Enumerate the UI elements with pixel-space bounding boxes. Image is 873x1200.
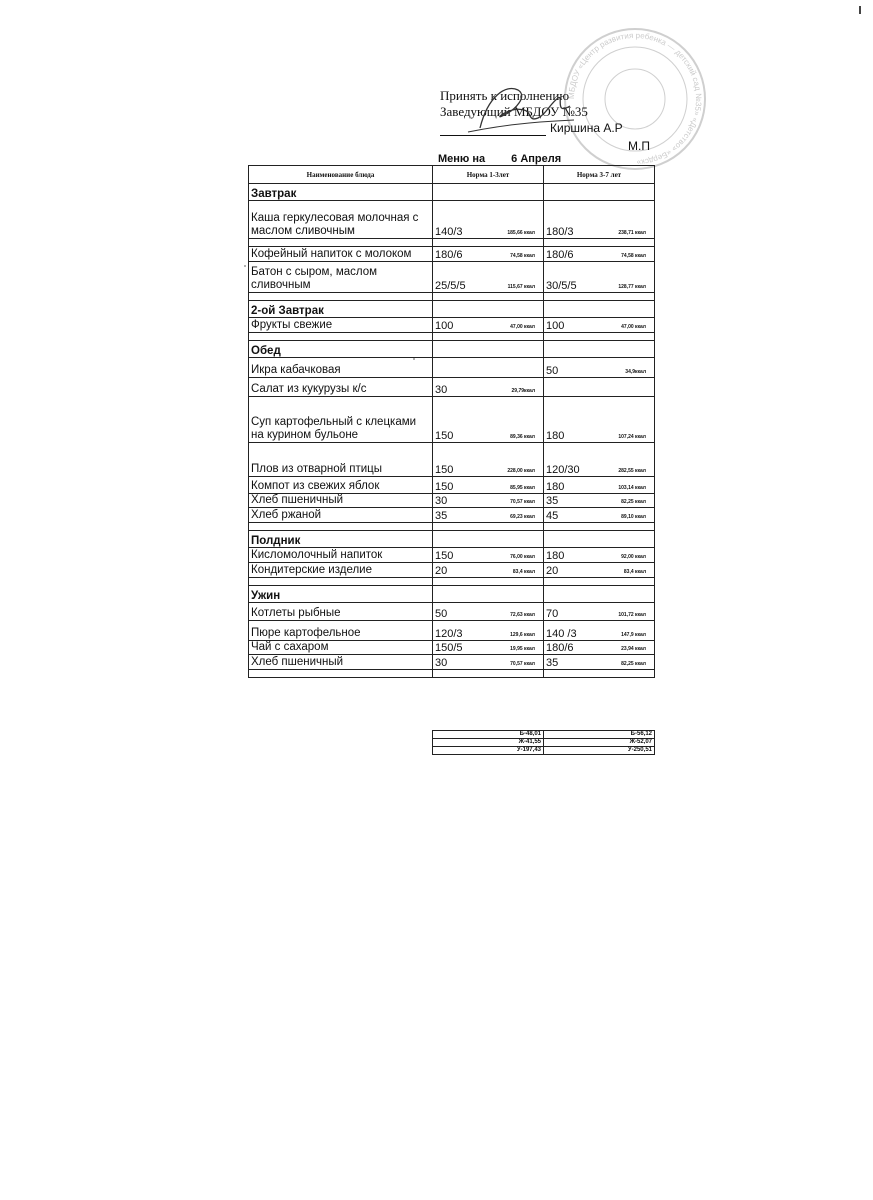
dish-name: Компот из свежих яблок [249,477,433,494]
portion-1-3: 35 [435,510,448,522]
section-title: Ужин [249,586,433,603]
dish-name: Хлеб ржаной [249,508,433,523]
norm-1-3-cell [433,262,544,293]
kcal-3-7: 128,77 ккал [618,284,646,290]
dish-name: Плов из отварной птицы [249,443,433,477]
empty-cell [544,333,655,341]
norm-1-3-cell [433,563,544,578]
norm-1-3-cell [433,494,544,508]
section-row [249,301,655,318]
kcal-3-7: 82,25 ккал [621,661,646,667]
dish-name: Кофейный напиток с молоком [249,247,433,262]
spacer-row [249,578,655,586]
total-1-3: Б-48,01 [433,731,544,739]
empty-cell [433,578,544,586]
dish-name: Салат из кукурузы к/с [249,378,433,397]
portion-1-3: 100 [435,320,454,332]
norm-3-7-cell [544,397,655,443]
scan-speck [413,358,415,360]
menu-item-row [249,262,655,293]
empty-cell [544,239,655,247]
menu-item-row [249,655,655,670]
portion-3-7: 50 [546,365,559,377]
portion-3-7: 180 [546,550,565,562]
portion-1-3: 20 [435,565,448,577]
kcal-1-3: 185,66 ккал [507,230,535,236]
empty-cell [433,293,544,301]
empty-cell [433,670,544,678]
norm-3-7-cell [544,358,655,378]
kcal-3-7 [646,394,652,396]
portion-3-7: 180/3 [546,226,574,238]
empty-cell [433,239,544,247]
portion-3-7: 100 [546,320,565,332]
norm-3-7-cell [544,655,655,670]
empty-cell [249,670,433,678]
portion-1-3: 150/5 [435,642,463,654]
portion-3-7: 20 [546,565,559,577]
kcal-1-3: 70,57 ккал [510,661,535,667]
kcal-1-3 [535,375,541,377]
menu-item-row [249,397,655,443]
menu-item-row [249,621,655,641]
kcal-3-7: 147,9 ккал [621,632,646,638]
empty-cell [544,293,655,301]
empty-cell [249,578,433,586]
dish-name: Фрукты свежие [249,318,433,333]
empty-cell [433,333,544,341]
dish-name: Хлеб пшеничный [249,494,433,508]
dish-name: Суп картофельный с клецками на курином бульоне [249,397,433,443]
empty-cell [433,586,544,603]
empty-cell [433,523,544,531]
dish-name: Котлеты рыбные [249,603,433,621]
menu-item-row [249,318,655,333]
portion-1-3: 30 [435,657,448,669]
dish-name: Батон с сыром, маслом сливочным [249,262,433,293]
dish-name: Чай с сахаром [249,641,433,655]
section-title: Полдник [249,531,433,548]
portion-1-3: 30 [435,495,448,507]
norm-3-7-cell [544,641,655,655]
kcal-3-7: 82,25 ккал [621,499,646,505]
section-row [249,184,655,201]
menu-item-row [249,563,655,578]
dish-name: Кисломолочный напиток [249,548,433,563]
empty-cell [433,301,544,318]
menu-title [438,153,587,165]
norm-3-7-cell [544,378,655,397]
kcal-1-3: 85,95 ккал [510,485,535,491]
empty-cell [544,341,655,358]
kcal-1-3: 89,36 ккал [510,434,535,440]
menu-item-row [249,358,655,378]
norm-1-3-cell [433,247,544,262]
spacer-row [249,239,655,247]
kcal-3-7: 103,14 ккал [618,485,646,491]
empty-cell [249,239,433,247]
norm-3-7-cell [544,247,655,262]
section-row [249,586,655,603]
kcal-1-3: 70,57 ккал [510,499,535,505]
portion-3-7: 180/6 [546,249,574,261]
norm-1-3-cell [433,397,544,443]
kcal-1-3: 115,67 ккал [507,284,535,290]
norm-3-7-cell [544,508,655,523]
empty-cell [544,531,655,548]
section-row [249,341,655,358]
menu-item-row [249,508,655,523]
empty-cell [544,523,655,531]
empty-cell [544,586,655,603]
menu-date: 6 Апреля [511,153,562,165]
empty-cell [544,301,655,318]
menu-item-row [249,477,655,494]
norm-1-3-cell [433,621,544,641]
totals-row [433,731,655,739]
norm-3-7-cell [544,494,655,508]
portion-1-3: 180/6 [435,249,463,261]
norm-1-3-cell [433,201,544,239]
menu-item-row [249,378,655,397]
dish-name: Каша геркулесовая молочная с маслом сливочным [249,201,433,239]
kcal-3-7: 89,10 ккал [621,514,646,520]
total-3-7: У-250,51 [544,747,655,755]
totals-row [433,747,655,755]
norm-3-7-cell [544,262,655,293]
empty-cell [544,184,655,201]
kcal-3-7: 23,94 ккал [621,646,646,652]
norm-3-7-cell [544,603,655,621]
kcal-1-3: 83,4 ккал [512,569,535,575]
portion-1-3: 140/3 [435,226,463,238]
menu-item-row [249,548,655,563]
stamp-text: МБДОУ «Центр развития ребенка — детский сад №35» «Детство» «Бердск» [566,30,704,168]
kcal-1-3: 47,00 ккал [510,324,535,330]
section-title: Обед [249,341,433,358]
empty-cell [249,523,433,531]
spacer-row [249,333,655,341]
norm-1-3-cell [433,548,544,563]
header-norm-1-3: Норма 1-3лет [433,166,544,184]
empty-cell [433,341,544,358]
norm-3-7-cell [544,563,655,578]
header-norm-3-7: Норма 3-7 лет [544,166,655,184]
kcal-3-7: 47,00 ккал [621,324,646,330]
portion-3-7: 70 [546,608,559,620]
portion-3-7: 180 [546,430,565,442]
corner-mark [859,6,861,14]
menu-body [249,184,655,678]
kcal-1-3: 228,00 ккал [507,468,535,474]
kcal-1-3: 72,63 ккал [510,612,535,618]
kcal-1-3: 129,6 ккал [510,632,535,638]
header-dish: Наименование блюда [249,166,433,184]
dish-name: Пюре картофельное [249,621,433,641]
portion-1-3: 50 [435,608,448,620]
portion-1-3: 150 [435,481,454,493]
portion-3-7: 30/5/5 [546,280,577,292]
empty-cell [544,578,655,586]
dish-name: Кондитерские изделие [249,563,433,578]
menu-item-row [249,603,655,621]
norm-3-7-cell [544,318,655,333]
section-row [249,531,655,548]
kcal-3-7: 107,24 ккал [618,434,646,440]
portion-3-7: 35 [546,495,559,507]
portion-1-3: 120/3 [435,628,463,640]
norm-1-3-cell [433,318,544,333]
norm-3-7-cell [544,443,655,477]
scan-speck [244,265,246,267]
portion-1-3: 150 [435,464,454,476]
portion-3-7: 120/30 [546,464,580,476]
portion-1-3: 150 [435,550,454,562]
menu-item-row [249,443,655,477]
portion-1-3: 30 [435,384,448,396]
menu-item-row [249,641,655,655]
kcal-1-3: 69,23 ккал [510,514,535,520]
total-1-3: Ж-41,55 [433,739,544,747]
norm-1-3-cell [433,443,544,477]
empty-cell [249,333,433,341]
header-row [249,166,655,184]
handwritten-signature [458,76,578,136]
spacer-row [249,293,655,301]
norm-1-3-cell [433,641,544,655]
empty-cell [433,531,544,548]
menu-item-row [249,201,655,239]
kcal-3-7: 92,00 ккал [621,554,646,560]
dish-name: Икра кабачковая [249,358,433,378]
approval-line-1: Принять к исполнению [440,88,570,103]
portion-1-3: 25/5/5 [435,280,466,292]
norm-1-3-cell [433,477,544,494]
norm-1-3-cell [433,508,544,523]
kcal-3-7: 34,9ккал [625,369,646,375]
total-3-7: Ж-52,07 [544,739,655,747]
spacer-row [249,523,655,531]
kcal-1-3: 76,00 ккал [510,554,535,560]
portion-3-7: 140 /3 [546,628,577,640]
portion-3-7: 45 [546,510,559,522]
total-1-3: У-197,43 [433,747,544,755]
kcal-3-7: 74,58 ккал [621,253,646,259]
menu-item-row [249,494,655,508]
norm-3-7-cell [544,621,655,641]
menu-table [248,165,655,678]
approver-name: Киршина А.Р [550,121,623,135]
kcal-1-3: 74,58 ккал [510,253,535,259]
empty-cell [433,184,544,201]
total-3-7: Б-56,12 [544,731,655,739]
portion-3-7: 35 [546,657,559,669]
kcal-3-7: 83,4 ккал [623,569,646,575]
mp-label: М.П [628,139,650,153]
menu-title-label: Меню на [438,153,486,165]
portion-1-3: 150 [435,430,454,442]
kcal-3-7: 101,72 ккал [618,612,646,618]
norm-3-7-cell [544,201,655,239]
empty-cell [544,670,655,678]
kcal-1-3: 19,95 ккал [510,646,535,652]
menu-item-row [249,247,655,262]
norm-1-3-cell [433,378,544,397]
norm-3-7-cell [544,548,655,563]
section-title: Завтрак [249,184,433,201]
totals-row [433,739,655,747]
norm-1-3-cell [433,655,544,670]
spacer-row [249,670,655,678]
portion-3-7: 180 [546,481,565,493]
kcal-3-7: 282,55 ккал [618,468,646,474]
approval-line-2: Заведующий МБДОУ №35 [440,104,588,119]
section-title: 2-ой Завтрак [249,301,433,318]
empty-cell [249,293,433,301]
kcal-1-3: 29,79ккал [511,388,535,394]
dish-name: Хлеб пшеничный [249,655,433,670]
norm-3-7-cell [544,477,655,494]
nutrient-totals [432,730,655,755]
kcal-3-7: 238,71 ккал [618,230,646,236]
norm-1-3-cell [433,358,544,378]
norm-1-3-cell [433,603,544,621]
portion-3-7: 180/6 [546,642,574,654]
